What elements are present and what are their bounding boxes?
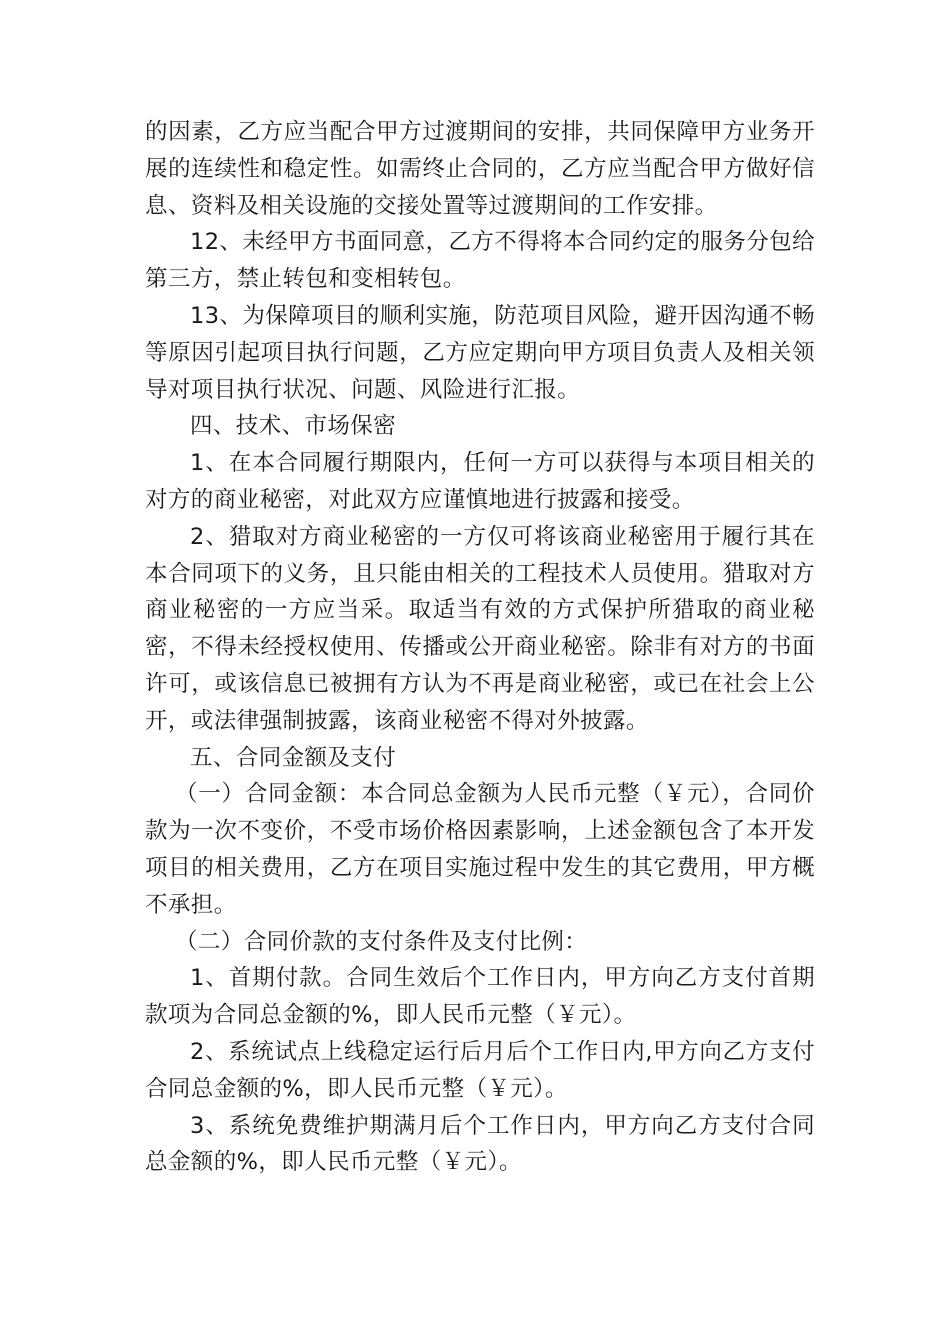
payment-clause-2: 2、系统试点上线稳定运行后月后个工作日内,甲方向乙方支付合同总金额的%，即人民币元整（￥元）。 [145,1038,815,1102]
document-body [145,114,815,1181]
clause-13: 13、为保障项目的顺利实施，防范项目风险，避开因沟通不畅等原因引起项目执行问题，乙方应定期向甲方项目负责人及相关领导对项目执行状况、问题、风险进行汇报。 [145,302,815,403]
section-heading-payment: 五、合同金额及支付 [190,744,397,771]
clause-12: 12、未经甲方书面同意，乙方不得将本合同约定的服务分包给第三方，禁止转包和变相转包。 [145,229,815,293]
payment-clause-1: 1、首期付款。合同生效后个工作日内，甲方向乙方支付首期款项为合同总金额的%，即人民币元整（￥元）。 [145,965,815,1029]
confidentiality-clause-2: 2、猎取对方商业秘密的一方仅可将该商业秘密用于履行其在本合同项下的义务，且只能由相关的工程技术人员使用。猎取对方商业秘密的一方应当采。取适当有效的方式保护所猎取的商业秘密，不得未经授权使用、传播或公开商业秘密。除非有对方的书面许可，或该信息已被拥有方认为不再是商业秘密，或已在社会上公开，或法律强制披露，该商业秘密不得对外披露。 [145,523,815,734]
payment-conditions-heading: （二）合同价款的支付条件及支付比例： [175,928,588,955]
paragraph-continuation: 的因素，乙方应当配合甲方过渡期间的安排，共同保障甲方业务开展的连续性和稳定性。如需终止合同的，乙方应当配合甲方做好信息、资料及相关设施的交接处置等过渡期间的工作安排。 [145,119,815,219]
payment-clause-3: 3、系统免费维护期满月后个工作日内，甲方向乙方支付合同总金额的%，即人民币元整（￥元）。 [145,1112,815,1176]
confidentiality-clause-1: 1、在本合同履行期限内，任何一方可以获得与本项目相关的对方的商业秘密，对此双方应谨慎地进行披露和接受。 [145,450,815,513]
section-heading-confidentiality: 四、技术、市场保密 [190,413,397,440]
contract-amount-clause: （一）合同金额：本合同总金额为人民币元整（￥元），合同价款为一次不变价，不受市场价格因素影响，上述金额包含了本开发项目的相关费用，乙方在项目实施过程中发生的其它费用，甲方概不承担。 [145,781,815,918]
